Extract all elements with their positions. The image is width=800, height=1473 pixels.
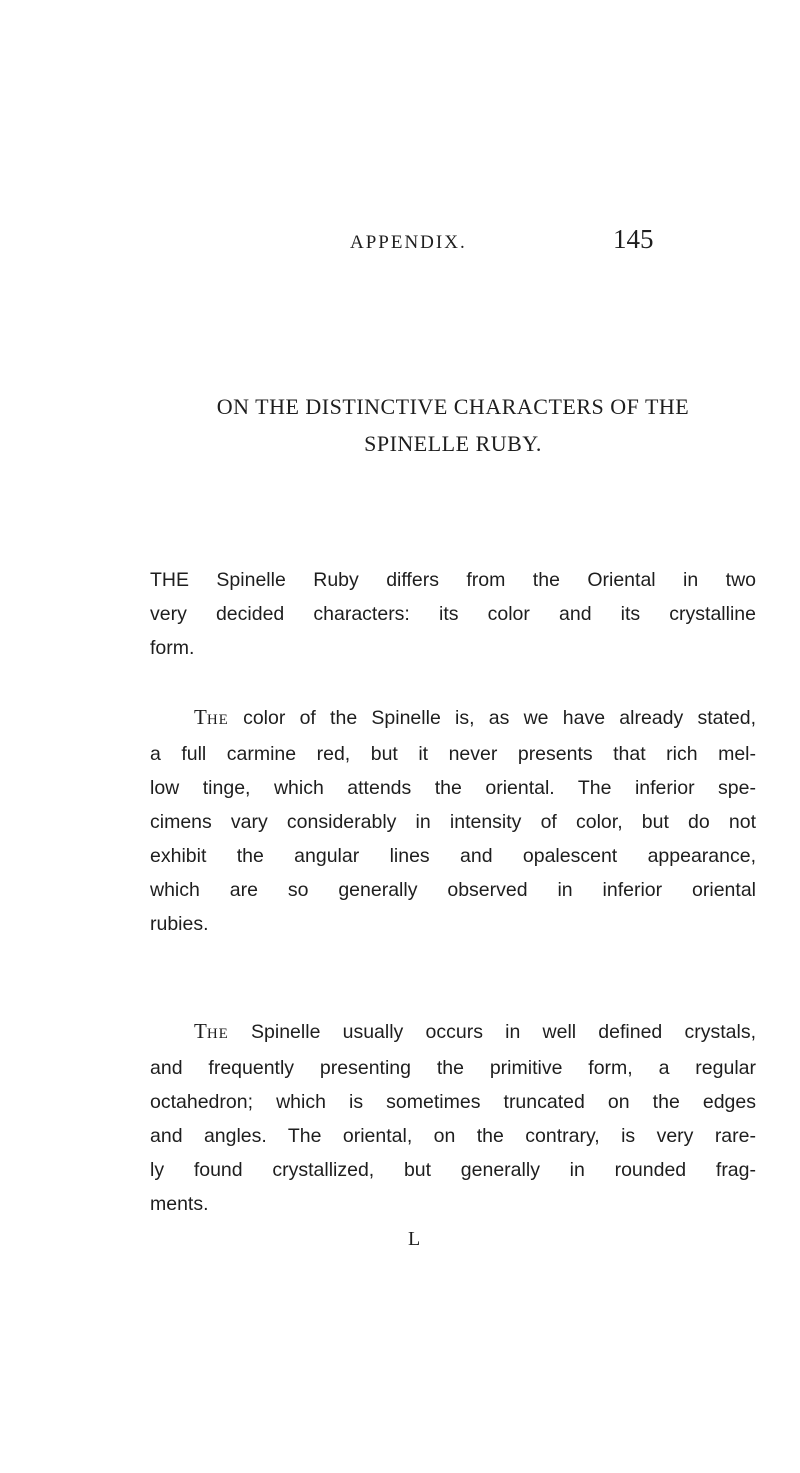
paragraph-3-line-4: and angles. The oriental, on the contrary, is very rare- xyxy=(150,1125,756,1147)
paragraph-2 xyxy=(150,700,756,941)
section-title-line-1: ON THE DISTINCTIVE CHARACTERS OF THE xyxy=(216,394,690,419)
paragraph-2-line-1-text: color of the Spinelle is, as we have already stated, xyxy=(228,707,756,729)
running-head: APPENDIX. xyxy=(350,232,467,253)
paragraph-3-line-1 xyxy=(150,1014,756,1051)
paragraph-1-line-3: form. xyxy=(150,637,195,659)
paragraph-2-line-7: rubies. xyxy=(150,913,209,935)
paragraph-2-line-1 xyxy=(150,700,756,737)
signature-mark: L xyxy=(408,1228,421,1250)
paragraph-3-line-5: ly found crystallized, but generally in rounded frag- xyxy=(150,1159,756,1181)
paragraph-3-line-1-text: Spinelle usually occurs in well defined crystals, xyxy=(228,1021,756,1043)
paragraph-1 xyxy=(150,563,756,665)
paragraph-3-line-6: ments. xyxy=(150,1193,209,1215)
paragraph-2-line-4: cimens vary considerably in intensity of color, but do not xyxy=(150,811,756,833)
paragraph-1-line-2: very decided characters: its color and its crystalline xyxy=(150,603,756,625)
paragraph-1-line-1: THE Spinelle Ruby differs from the Oriental in two xyxy=(150,569,756,591)
paragraph-2-line-5: exhibit the angular lines and opalescent appearance, xyxy=(150,845,756,867)
paragraph-3-line-3: octahedron; which is sometimes truncated on the edges xyxy=(150,1091,756,1113)
paragraph-2-line-3: low tinge, which attends the oriental. The inferior spe- xyxy=(150,777,756,799)
paragraph-3-lead-initial: T xyxy=(194,1019,207,1043)
paragraph-2-lead-small-caps: HE xyxy=(206,712,229,728)
paragraph-2-line-6: which are so generally observed in inferior oriental xyxy=(150,879,756,901)
paragraph-2-line-2: a full carmine red, but it never presents that rich mel- xyxy=(150,743,756,765)
section-title xyxy=(150,388,756,462)
section-title-line-2: SPINELLE RUBY. xyxy=(364,431,542,456)
paragraph-2-lead-initial: T xyxy=(194,705,207,729)
paragraph-3-line-2: and frequently presenting the primitive form, a regular xyxy=(150,1057,756,1079)
paragraph-3-lead-small-caps: HE xyxy=(206,1026,229,1042)
page-number: 145 xyxy=(613,224,654,254)
paragraph-3 xyxy=(150,1014,756,1221)
